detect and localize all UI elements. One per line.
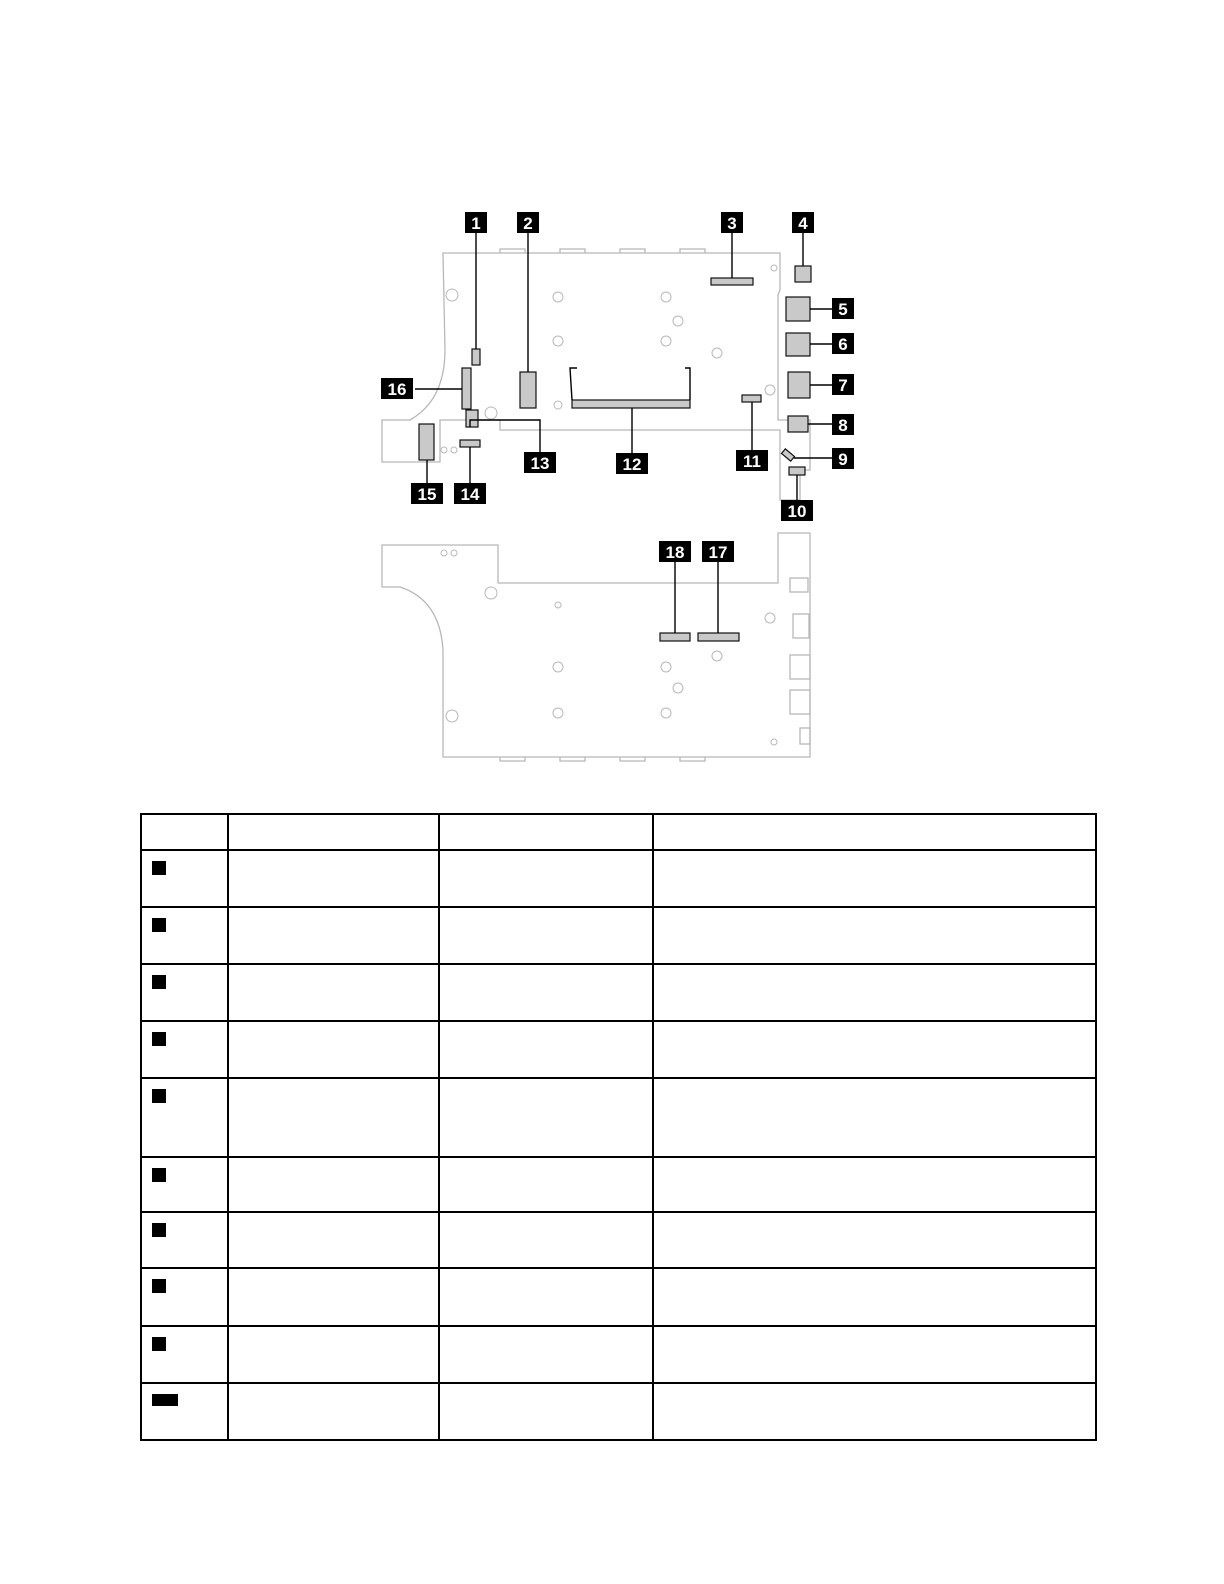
table-cell bbox=[439, 1078, 653, 1157]
table-header-cell bbox=[653, 814, 1096, 850]
table-row bbox=[141, 850, 1096, 907]
table-row bbox=[141, 964, 1096, 1021]
component-14 bbox=[460, 440, 480, 447]
mounting-hole bbox=[765, 385, 775, 395]
mounting-hole bbox=[553, 336, 563, 346]
system-board-bottom-view bbox=[382, 533, 810, 761]
callout-label: 9 bbox=[838, 450, 848, 469]
callout-2 bbox=[517, 212, 539, 233]
table-cell bbox=[228, 907, 439, 964]
table-header-cell bbox=[141, 814, 228, 850]
table-cell bbox=[228, 1212, 439, 1268]
table-cell bbox=[141, 907, 228, 964]
table-cell bbox=[141, 1383, 228, 1440]
callout-4 bbox=[792, 212, 814, 233]
mounting-hole bbox=[712, 651, 722, 661]
mounting-hole bbox=[446, 710, 458, 722]
callout-badge bbox=[152, 975, 166, 989]
callout-label: 11 bbox=[743, 452, 761, 471]
callout-badge bbox=[152, 918, 166, 932]
component-12 bbox=[572, 400, 690, 408]
callout-1 bbox=[465, 212, 487, 233]
port-outline bbox=[790, 578, 808, 592]
callout-9 bbox=[832, 448, 854, 469]
table-cell bbox=[653, 1326, 1096, 1383]
component-3 bbox=[711, 278, 753, 285]
table-cell bbox=[141, 1268, 228, 1326]
callout-label: 2 bbox=[523, 214, 533, 233]
mounting-hole bbox=[661, 662, 671, 672]
table-row bbox=[141, 1157, 1096, 1212]
table-cell bbox=[228, 1383, 439, 1440]
table-header-cell bbox=[439, 814, 653, 850]
mounting-hole bbox=[661, 336, 671, 346]
table-cell bbox=[439, 1021, 653, 1078]
mounting-hole bbox=[555, 602, 561, 608]
table-cell bbox=[228, 1078, 439, 1157]
component-5 bbox=[786, 297, 810, 321]
callout-label: 4 bbox=[798, 214, 808, 233]
table-cell bbox=[653, 1212, 1096, 1268]
component-7 bbox=[788, 372, 810, 398]
table-cell bbox=[439, 1157, 653, 1212]
port-outline bbox=[790, 690, 810, 714]
mounting-hole bbox=[446, 289, 458, 301]
table-row bbox=[141, 1268, 1096, 1326]
table-cell bbox=[228, 1157, 439, 1212]
table-cell bbox=[653, 1383, 1096, 1440]
port-outline bbox=[790, 655, 810, 679]
board-outline-bottom bbox=[382, 533, 810, 757]
table-cell bbox=[141, 1078, 228, 1157]
table-cell bbox=[439, 907, 653, 964]
mounting-hole bbox=[771, 739, 777, 745]
callout-badge bbox=[152, 861, 166, 875]
table-cell bbox=[228, 964, 439, 1021]
component-15 bbox=[419, 424, 434, 460]
table-row bbox=[141, 1212, 1096, 1268]
callout-14 bbox=[454, 483, 486, 504]
table-cell bbox=[228, 850, 439, 907]
mounting-hole bbox=[661, 708, 671, 718]
callout-label: 12 bbox=[622, 455, 642, 474]
component-1 bbox=[472, 349, 480, 365]
callout-badge bbox=[152, 1394, 178, 1406]
callout-16 bbox=[381, 378, 413, 399]
mounting-hole bbox=[451, 447, 457, 453]
callout-label: 14 bbox=[460, 485, 480, 504]
port-outline bbox=[793, 614, 809, 638]
callout-label: 6 bbox=[838, 335, 848, 354]
table-cell bbox=[653, 1021, 1096, 1078]
mounting-hole bbox=[765, 613, 775, 623]
mounting-hole bbox=[771, 265, 777, 271]
table-cell bbox=[141, 964, 228, 1021]
callout-13 bbox=[524, 452, 556, 473]
table-cell bbox=[141, 1326, 228, 1383]
component-2 bbox=[520, 372, 536, 408]
callout-badge bbox=[152, 1032, 166, 1046]
table-cell bbox=[653, 907, 1096, 964]
table-cell bbox=[653, 1268, 1096, 1326]
table-cell bbox=[439, 1268, 653, 1326]
mounting-hole bbox=[441, 550, 447, 556]
memory-slot-latches bbox=[570, 368, 690, 400]
mounting-hole bbox=[553, 292, 563, 302]
mounting-hole bbox=[451, 550, 457, 556]
callout-label: 16 bbox=[387, 380, 407, 399]
mounting-hole bbox=[485, 407, 497, 419]
callout-5 bbox=[832, 298, 854, 319]
component-9 bbox=[781, 449, 794, 461]
table-cell bbox=[653, 964, 1096, 1021]
callout-label: 1 bbox=[471, 214, 481, 233]
callout-8 bbox=[832, 414, 854, 435]
table-header-cell bbox=[228, 814, 439, 850]
table-cell bbox=[141, 1212, 228, 1268]
table-cell bbox=[439, 1326, 653, 1383]
callout-10 bbox=[781, 500, 813, 521]
component-17 bbox=[698, 633, 739, 641]
callout-label: 8 bbox=[838, 416, 848, 435]
table-cell bbox=[653, 850, 1096, 907]
mounting-hole bbox=[553, 708, 563, 718]
table-cell bbox=[653, 1078, 1096, 1157]
table-header-row bbox=[141, 814, 1096, 850]
callout-15 bbox=[411, 483, 443, 504]
mounting-hole bbox=[673, 316, 683, 326]
table-cell bbox=[141, 1157, 228, 1212]
component-13 bbox=[466, 410, 478, 427]
component-18 bbox=[660, 633, 690, 641]
table-cell bbox=[653, 1157, 1096, 1212]
callout-label: 13 bbox=[530, 454, 550, 473]
port-outline bbox=[800, 728, 810, 744]
parts-table bbox=[140, 813, 1097, 1441]
table-row bbox=[141, 1326, 1096, 1383]
callout-label: 17 bbox=[708, 543, 728, 562]
mounting-hole bbox=[441, 447, 447, 453]
component-16 bbox=[462, 368, 471, 409]
component-8 bbox=[788, 416, 808, 432]
table-cell bbox=[141, 1021, 228, 1078]
table-cell bbox=[228, 1326, 439, 1383]
component-10 bbox=[789, 467, 805, 475]
table-row bbox=[141, 1078, 1096, 1157]
mounting-hole bbox=[712, 348, 722, 358]
callout-badge bbox=[152, 1337, 166, 1351]
component-11 bbox=[742, 395, 761, 402]
table-row bbox=[141, 1383, 1096, 1440]
component-4 bbox=[795, 266, 811, 282]
callout-label: 7 bbox=[838, 376, 848, 395]
table-cell bbox=[141, 850, 228, 907]
table-cell bbox=[439, 964, 653, 1021]
callout-7 bbox=[832, 374, 854, 395]
callout-badge bbox=[152, 1168, 166, 1182]
callout-6 bbox=[832, 333, 854, 354]
mounting-hole bbox=[661, 292, 671, 302]
callout-badge bbox=[152, 1223, 166, 1237]
mounting-hole bbox=[485, 587, 497, 599]
callout-label: 10 bbox=[787, 502, 807, 521]
callout-3 bbox=[721, 212, 743, 233]
callout-17 bbox=[702, 541, 734, 562]
table-cell bbox=[228, 1268, 439, 1326]
table-row bbox=[141, 1021, 1096, 1078]
callout-label: 18 bbox=[665, 543, 685, 562]
table-cell bbox=[439, 1212, 653, 1268]
callout-badge bbox=[152, 1279, 166, 1293]
mounting-hole bbox=[554, 401, 562, 409]
callout-11 bbox=[736, 450, 768, 471]
mounting-hole bbox=[553, 662, 563, 672]
table-cell bbox=[439, 1383, 653, 1440]
table-cell bbox=[439, 850, 653, 907]
callout-label: 5 bbox=[838, 300, 848, 319]
callout-label: 15 bbox=[417, 485, 437, 504]
mounting-hole bbox=[673, 683, 683, 693]
table-row bbox=[141, 907, 1096, 964]
table-cell bbox=[228, 1021, 439, 1078]
component-6 bbox=[786, 333, 810, 356]
callout-12 bbox=[616, 453, 648, 474]
callout-label: 3 bbox=[727, 214, 737, 233]
callout-badge bbox=[152, 1089, 166, 1103]
callout-18 bbox=[659, 541, 691, 562]
